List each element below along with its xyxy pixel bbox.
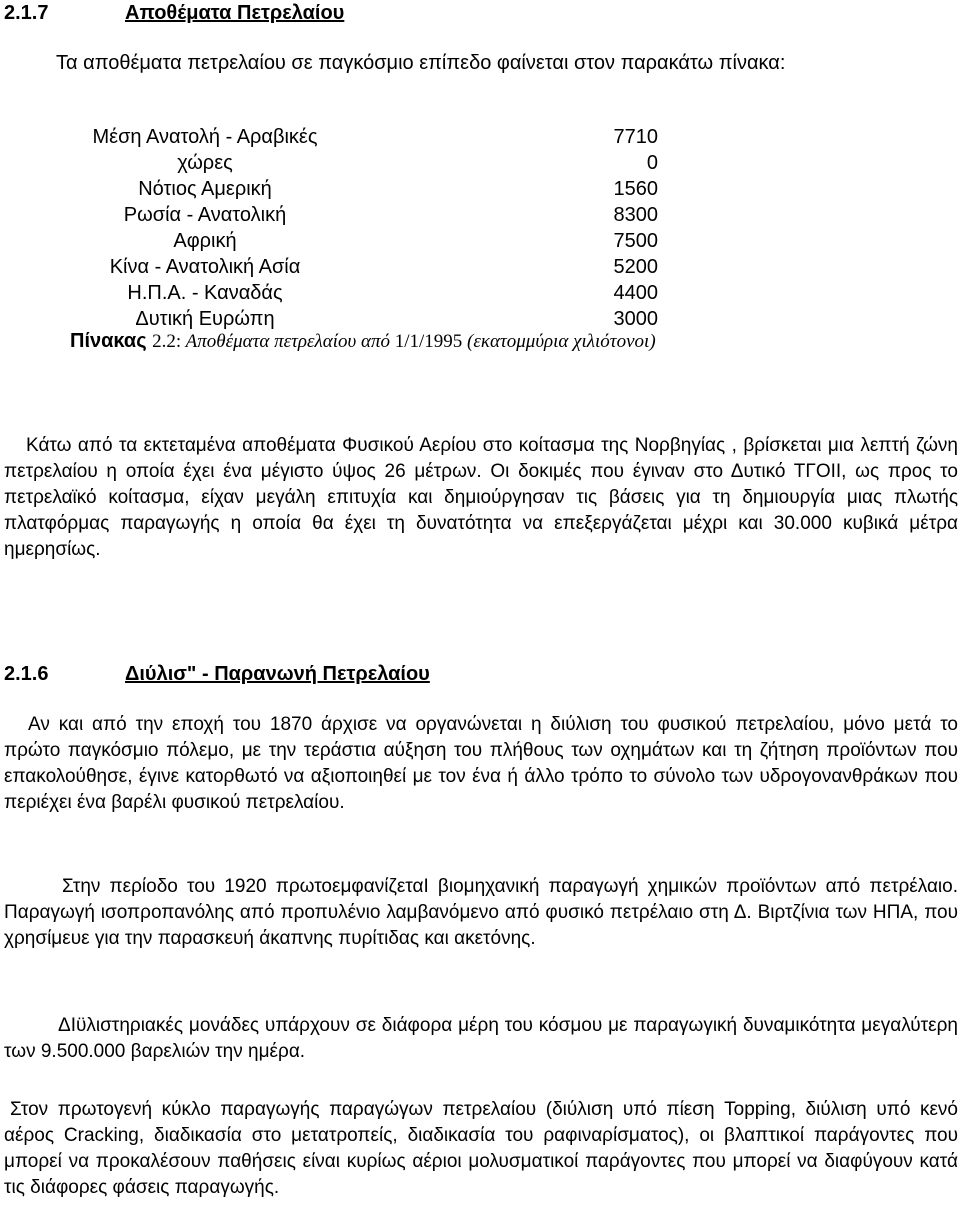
section-number: 2.1.6 bbox=[4, 663, 49, 685]
region-value: 3000 bbox=[613, 308, 658, 330]
region-name: χώρες bbox=[177, 152, 233, 174]
caption-text-a: Αποθέματα πετρελαίου από bbox=[185, 331, 390, 352]
region-value: 4400 bbox=[613, 282, 658, 304]
oil-reserves-table bbox=[66, 126, 666, 334]
table-row bbox=[66, 256, 666, 282]
paragraph-refining-history: Αν και από την εποχή του 1870 άρχισε να οργανώνεται η διύλιση του φυσικού πετρελαίου, μόνο μετά το πρώτο παγκόσμιο πόλεμο, με την τεράστια αύξηση του πλήθους των οχημάτων και τη ζήτηση προϊόντων που επακολούθησε, έγινε κατορθωτό να αξιοποιηθεί με τον ένα ή άλλο τρόπο το σύνολο των υδρογονανθράκων που περιέχει ένα βαρέλι φυσικού πετρελαίου. bbox=[4, 714, 958, 813]
region-name: Ρωσία - Ανατολική bbox=[123, 204, 287, 226]
region-value: 0 bbox=[646, 152, 658, 174]
paragraph-gas-field: Κάτω από τα εκτεταμένα αποθέματα Φυσικού Αερίου στο κοίτασμα της Νορβηγίας , βρίσκεται μια λεπτή ζώνη πετρελαίου η οποία έχει ένα μέγιστο ύψος 26 μέτρων. Οι δοκιμές που έγιναν στο Δυτικό ΤΓΟΙΙ, ως προς το πετρελαϊκό κοίτασμα, είχαν μεγάλη επιτυχία και δημιούργησαν τις βάσεις για τη δημιουργία μιας πλωτής πλατφόρμας παραγωγής η οποία θα έχει τη δυνατότητα να επεξεργάζεται μέχρι και 30.000 κυβικά μέτρα ημερησίως. bbox=[4, 435, 958, 560]
section-title: Διύλισ" - Παρανωνή Πετρελαίου bbox=[125, 663, 430, 685]
table-row bbox=[66, 126, 666, 152]
caption-text-b: (εκατομμύρια χιλιότονοι) bbox=[467, 331, 656, 352]
paragraph-chemicals-1920: Στην περίοδο του 1920 πρωτοεμφανίζεταΙ βιομηχανική παραγωγή χημικών προϊόντων από πετρέλαιο. Παραγωγή ισοπροπανόλης από προπυλένιο λαμβανόμενο από φυσικό πετρέλαιο στη Δ. Βιρτζίνια των ΗΠΑ, που χρησίμευε για την παρασκευή άκαπνης πυρίτιδας και ακετόνης. bbox=[4, 876, 958, 949]
region-value: 7500 bbox=[613, 230, 658, 252]
region-name: Δυτική Ευρώπη bbox=[135, 308, 275, 330]
section-number: 2.1.7 bbox=[4, 2, 49, 24]
table-row bbox=[66, 152, 666, 178]
table-row bbox=[66, 204, 666, 230]
region-value: 1560 bbox=[613, 178, 658, 200]
table-caption bbox=[70, 330, 656, 353]
caption-label: Πίνακας bbox=[70, 330, 147, 352]
section-title: Αποθέματα Πετρελαίου bbox=[125, 2, 345, 24]
paragraph-production-cycle: Στον πρωτογενή κύκλο παραγωγής παραγώγων πετρελαίου (διύλιση υπό πίεση Topping, διύλιση υπό κενό αέρος Cracking, διαδικασία στο μετατροπείς, διαδικασία του ραφιναρίσματος), οι βλαπτικοί παράγοντες που μπορεί να προκαλέσουν παθήσεις είναι κυρίως αέριοι μολυσματικοί παράγοντες που μπορεί να διαφύγουν κατά τις διάφορες φάσεις παραγωγής. bbox=[4, 1099, 958, 1198]
section-heading-2-1-7 bbox=[4, 2, 344, 25]
region-name: Νότιος Αμερική bbox=[138, 178, 272, 200]
region-name: Η.Π.Α. - Καναδάς bbox=[127, 282, 283, 304]
region-name: Μέση Ανατολή - Αραβικές bbox=[92, 126, 318, 148]
caption-text bbox=[152, 331, 655, 352]
caption-number: 2.2: bbox=[152, 331, 182, 352]
table-row bbox=[66, 178, 666, 204]
caption-date: 1/1/1995 bbox=[394, 331, 463, 352]
table-row bbox=[66, 282, 666, 308]
paragraph-refinery-units: ΔΙϋλιστηριακές μονάδες υπάρχουν σε διάφορα μέρη του κόσμου με παραγωγική δυναμικότητα μεγαλύτερη των 9.500.000 βαρελιών την ημέρα. bbox=[4, 1015, 958, 1062]
region-value: 8300 bbox=[613, 204, 658, 226]
section-heading-2-1-6 bbox=[4, 663, 430, 686]
intro-text: Τα αποθέματα πετρελαίου σε παγκόσμιο επίπεδο φαίνεται στον παρακάτω πίνακα: bbox=[56, 52, 786, 74]
region-name: Αφρική bbox=[173, 230, 237, 252]
region-value: 7710 bbox=[613, 126, 658, 148]
table-row bbox=[66, 230, 666, 256]
region-name: Κίνα - Ανατολική Ασία bbox=[109, 256, 301, 278]
region-value: 5200 bbox=[613, 256, 658, 278]
